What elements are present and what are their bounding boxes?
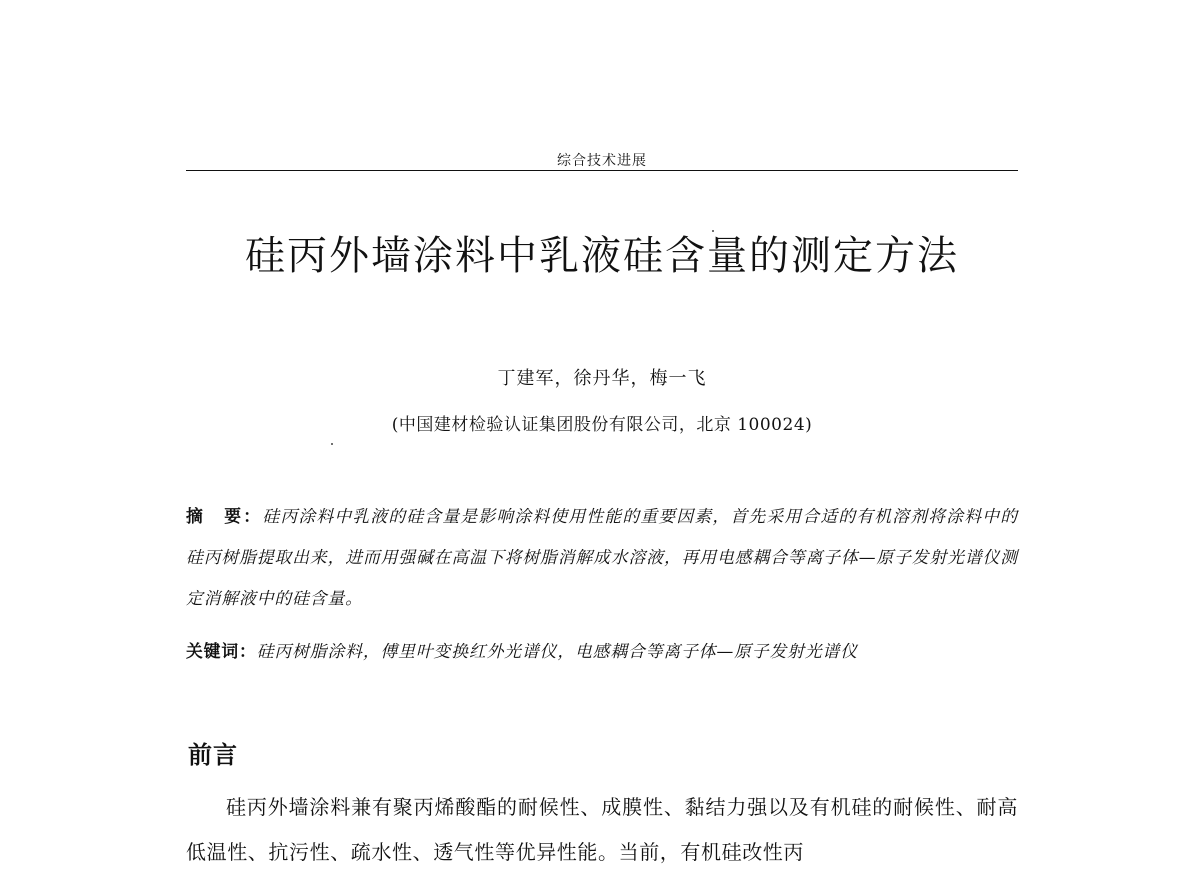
- scan-speck: [712, 230, 714, 232]
- abstract-paragraph: [186, 496, 1018, 619]
- abstract-label: 摘 要：: [186, 506, 263, 526]
- keywords-text: 硅丙树脂涂料，傅里叶变换红外光谱仪，电感耦合等离子体—原子发射光谱仪: [256, 641, 858, 661]
- section-heading-introduction: 前言: [188, 741, 238, 769]
- keywords-label: 关键词：: [186, 641, 257, 661]
- scan-speck: [331, 443, 333, 445]
- introduction-paragraph: 硅丙外墙涂料兼有聚丙烯酸酯的耐候性、成膜性、黏结力强以及有机硅的耐候性、耐高低温性、抗污性、疏水性、透气性等优异性能。当前，有机硅改性丙: [186, 795, 1018, 864]
- header-rule: [186, 170, 1018, 171]
- keywords-paragraph: [186, 631, 1018, 672]
- article-title: 硅丙外墙涂料中乳液硅含量的测定方法: [245, 233, 959, 279]
- running-header: 综合技术进展: [557, 153, 647, 169]
- article-affiliation: (中国建材检验认证集团股份有限公司，北京 100024): [391, 415, 813, 435]
- abstract-text: 硅丙涂料中乳液的硅含量是影响涂料使用性能的重要因素，首先采用合适的有机溶剂将涂料中的硅丙树脂提取出来，进而用强碱在高温下将树脂消解成水溶液，再用电感耦合等离子体—原子发射光谱仪测定消解液中的硅含量。: [186, 506, 1018, 608]
- article-authors: 丁建军，徐丹华，梅一飞: [497, 368, 707, 389]
